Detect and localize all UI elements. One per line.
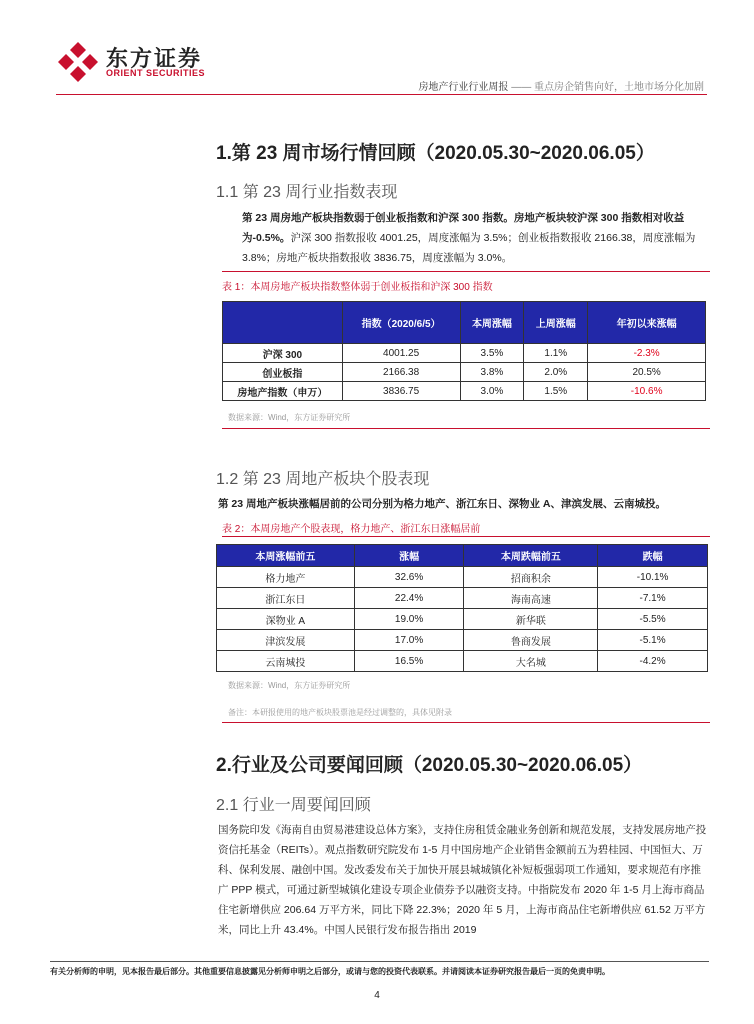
table2-cell: 32.6% xyxy=(354,567,464,588)
table2-cell: 深物业 A xyxy=(217,609,355,630)
table2-cell: -7.1% xyxy=(598,588,708,609)
report-title: 房地产行业行业周报 xyxy=(418,82,509,93)
table-row xyxy=(223,344,706,363)
table1-cell: 4001.25 xyxy=(342,344,460,363)
section1-1-paragraph-bold: 第 23 周房地产板块指数弱于创业板指数和沪深 300 指数。房地产板块较沪深 300 指数相对收益为-0.5%。 xyxy=(242,212,685,244)
report-header-title xyxy=(418,78,704,93)
table1-cell: 2.0% xyxy=(524,363,588,382)
table1-header-cell: 上周涨幅 xyxy=(524,302,588,344)
table2-cell: 16.5% xyxy=(354,651,464,672)
table2-cell: 津滨发展 xyxy=(217,630,355,651)
table2-cell: 大名城 xyxy=(464,651,598,672)
table2-header-cell: 本周跌幅前五 xyxy=(464,545,598,567)
table1-cell: 20.5% xyxy=(588,363,706,382)
table1-bottom-rule xyxy=(222,428,710,429)
table2-note: 备注：本研报使用的地产板块股票池是经过调整的，具体见附录 xyxy=(228,708,452,717)
table1-caption: 表 1：本周房地产板块指数整体弱于创业板指和沪深 300 指数 xyxy=(222,282,493,293)
table2-source: 数据来源：Wind，东方证券研究所 xyxy=(228,681,351,690)
header-divider xyxy=(56,94,707,95)
table1-cell: -2.3% xyxy=(588,344,706,363)
table2-caption: 表 2：本周房地产个股表现，格力地产、浙江东日涨幅居前 xyxy=(222,524,481,535)
section2-1-paragraph: 国务院印发《海南自由贸易港建设总体方案》，支持住房租赁金融业务创新和规范发展，支持发展房地产投资信托基金（REITs）。观点指数研究院发布 1-5 月中国房地产企业销售金额前五为碧桂园、中国恒大、万科、保利发展、融创中国。发改委发布关于加快开展县城城镇化补短板强弱项工作通知，要求规范有序推广 PPP 模式，可通过新型城镇化建设专项企业债券予以融资支持。中指院发布 2020 年 1-5 月上海市商品住宅新增供应 206.64 万平方米，同比下降 22.3%；2020 年 5 月，上海市商品住宅新增供应 61.52 万平方米，同比上升 43.4%。中国人民银行发布报告指出 2019 xyxy=(218,824,707,936)
table1-cell: 房地产指数（申万） xyxy=(223,382,343,401)
table2-bottom-rule xyxy=(222,722,710,723)
table1-source: 数据来源：Wind，东方证券研究所 xyxy=(228,413,351,422)
table1-cell: 2166.38 xyxy=(342,363,460,382)
table2-header-cell: 涨幅 xyxy=(354,545,464,567)
table2-cell: 17.0% xyxy=(354,630,464,651)
section2-1-heading: 2.1 行业一周要闻回顾 xyxy=(216,797,371,814)
table2-cell: -5.1% xyxy=(598,630,708,651)
section1-heading-text: 1.第 23 周市场行情回顾 xyxy=(216,143,416,164)
logo-text-en: ORIENT SECURITIES xyxy=(106,68,206,78)
company-logo xyxy=(56,40,216,86)
table1-header-cell: 本周涨幅 xyxy=(460,302,524,344)
table1-cell: -10.6% xyxy=(588,382,706,401)
table2-cell: 招商积余 xyxy=(464,567,598,588)
footer-divider xyxy=(50,961,709,962)
section1-2-paragraph: 第 23 周地产板块涨幅居前的公司分别为格力地产、浙江东日、深物业 A、津滨发展、云南城投。 xyxy=(218,498,667,510)
table1-cell: 3.0% xyxy=(460,382,524,401)
report-subtitle: —— 重点房企销售向好，土地市场分化加剧 xyxy=(511,82,704,93)
section1-heading-date: （2020.05.30~2020.06.05） xyxy=(415,143,655,164)
table2-cell: 云南城投 xyxy=(217,651,355,672)
table1-cell: 1.1% xyxy=(524,344,588,363)
page-number: 4 xyxy=(374,990,380,1001)
section2-heading-date: （2020.05.30~2020.06.05） xyxy=(402,755,643,776)
table-row xyxy=(217,588,708,609)
table-row xyxy=(223,363,706,382)
section1-heading xyxy=(216,138,655,165)
table2-cell: 格力地产 xyxy=(217,567,355,588)
table1-cell: 创业板指 xyxy=(223,363,343,382)
table2-cell: 浙江东日 xyxy=(217,588,355,609)
logo-mark-icon xyxy=(56,40,100,84)
section1-1-paragraph xyxy=(242,208,706,268)
table2-cell: -4.2% xyxy=(598,651,708,672)
table2-cell: -10.1% xyxy=(598,567,708,588)
table-row xyxy=(223,382,706,401)
table2-cell: -5.5% xyxy=(598,609,708,630)
table2-header-cell: 本周涨幅前五 xyxy=(217,545,355,567)
table1-cell: 3.8% xyxy=(460,363,524,382)
table1-cell: 3.5% xyxy=(460,344,524,363)
section1-1-heading: 1.1 第 23 周行业指数表现 xyxy=(216,184,398,201)
table1-cell: 3836.75 xyxy=(342,382,460,401)
table1-header-cell xyxy=(223,302,343,344)
table1-cell: 1.5% xyxy=(524,382,588,401)
section2-heading xyxy=(216,750,642,777)
section1-2-heading: 1.2 第 23 周地产板块个股表现 xyxy=(216,471,430,488)
table-row xyxy=(217,609,708,630)
stock-performance-table xyxy=(216,544,708,672)
table2-cell: 新华联 xyxy=(464,609,598,630)
table-row xyxy=(217,651,708,672)
index-performance-table xyxy=(222,301,706,401)
table1-header-cell: 指数（2020/6/5） xyxy=(342,302,460,344)
table2-cell: 22.4% xyxy=(354,588,464,609)
table2-cell: 海南高速 xyxy=(464,588,598,609)
logo-text-cn: 东方证券 xyxy=(106,46,203,71)
table2-cell: 鲁商发展 xyxy=(464,630,598,651)
table-row xyxy=(217,630,708,651)
table2-cell: 19.0% xyxy=(354,609,464,630)
footer-disclaimer: 有关分析师的申明，见本报告最后部分。其他重要信息披露见分析师申明之后部分，或请与您的投资代表联系。并请阅读本证券研究报告最后一页的免责申明。 xyxy=(50,967,610,976)
table2-top-rule xyxy=(222,536,710,537)
table1-cell: 沪深 300 xyxy=(223,344,343,363)
table-row xyxy=(217,567,708,588)
table2-header-cell: 跌幅 xyxy=(598,545,708,567)
section2-heading-text: 2.行业及公司要闻回顾 xyxy=(216,755,403,776)
table1-top-rule xyxy=(222,271,710,272)
section1-1-paragraph-rest: 沪深 300 指数报收 4001.25，周度涨幅为 3.5%；创业板指数报收 2166.38，周度涨幅为 3.8%；房地产板块指数报收 3836.75，周度涨幅为 3.0%。 xyxy=(242,232,696,264)
table1-header-cell: 年初以来涨幅 xyxy=(588,302,706,344)
